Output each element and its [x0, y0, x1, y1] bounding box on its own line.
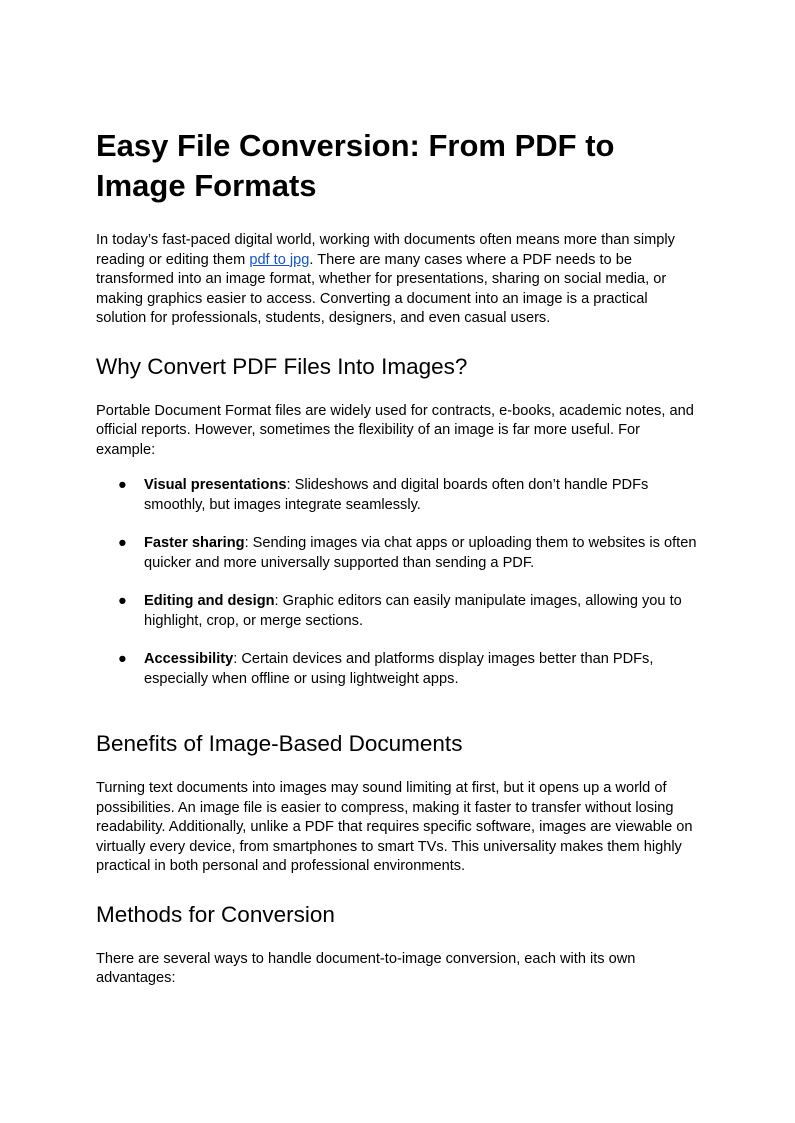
document-page: [96, 126, 700, 989]
list-item: [96, 534, 700, 573]
bullet-icon: ●: [118, 651, 127, 667]
list-item: [96, 476, 700, 515]
pdf-to-jpg-link[interactable]: pdf to jpg: [249, 251, 310, 268]
methods-paragraph: There are several ways to handle document-to-image conversion, each with its own advantages:: [96, 950, 636, 986]
heading-benefits: Benefits of Image-Based Documents: [96, 731, 463, 756]
list-item-term: Visual presentations: [144, 477, 287, 493]
intro-text-end: . There are many cases where a PDF needs to be transformed into an image format, whether for presentations, sharing on social media, or making graphics easier to access. Converting a document into an image is a practical solution for professionals, students, designers, and even casual users.: [96, 251, 667, 326]
bullet-icon: ●: [118, 477, 127, 493]
document-title: Easy File Conversion: From PDF to Image Formats: [96, 128, 615, 203]
list-item-term: Editing and design: [144, 593, 275, 609]
bullet-icon: ●: [118, 535, 127, 551]
list-item: [96, 650, 700, 689]
list-item-text: : Certain devices and platforms display images better than PDFs, especially when offline or using lightweight apps.: [144, 651, 654, 687]
intro-paragraph: [96, 231, 700, 329]
list-item-text: : Slideshows and digital boards often don’t handle PDFs smoothly, but images integrate seamlessly.: [144, 477, 649, 513]
intro-text-start: In today’s fast-paced digital world, working with documents often means more than simply reading or editing them: [96, 232, 675, 268]
list-item-text: : Graphic editors can easily manipulate images, allowing you to highlight, crop, or merge sections.: [144, 593, 682, 629]
bullet-icon: ●: [118, 593, 127, 609]
heading-methods: Methods for Conversion: [96, 901, 335, 927]
heading-why-convert: Why Convert PDF Files Into Images?: [96, 353, 468, 379]
benefits-paragraph: Turning text documents into images may sound limiting at first, but it opens up a world of possibilities. An image file is easier to compress, making it faster to transfer without losing readability. Additionally, unlike a PDF that requires specific software, images are viewable on virtually every device, from smartphones to smart TVs. This universality makes them highly practical in both personal and professional environments.: [96, 780, 693, 874]
list-item-term: Accessibility: [144, 651, 234, 667]
list-item-text: : Sending images via chat apps or uploading them to websites is often quicker and more universally supported than sending a PDF.: [144, 535, 697, 571]
reasons-list: [96, 476, 700, 689]
list-item-term: Faster sharing: [144, 535, 245, 551]
why-paragraph: Portable Document Format files are widely used for contracts, e-books, academic notes, and official reports. However, sometimes the flexibility of an image is far more useful. For example:: [96, 402, 694, 458]
list-item: [96, 592, 700, 631]
